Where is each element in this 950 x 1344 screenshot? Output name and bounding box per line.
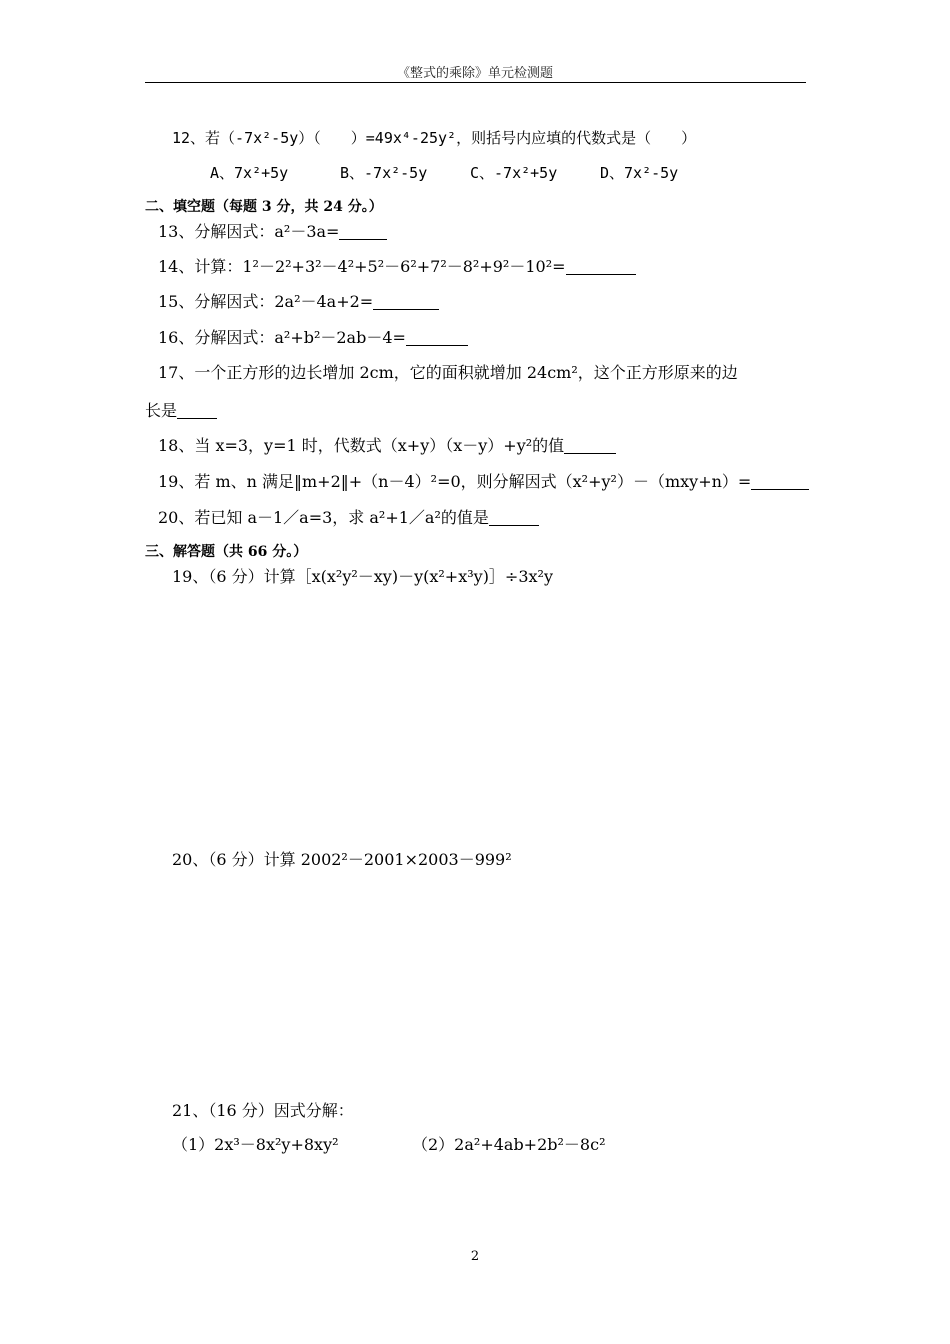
question-13-text: 13、分解因式：a²－3a= (158, 222, 340, 241)
question-21-solve: 21、（16 分）因式分解： (172, 1101, 354, 1120)
q12-option-a: A、7x²+5y (210, 164, 289, 182)
question-17-text: 长是 (145, 401, 178, 420)
answer-blank (177, 402, 217, 419)
question-19-fill (158, 472, 809, 492)
header-rule (145, 82, 806, 83)
q12-option-b: B、-7x²-5y (340, 164, 428, 182)
question-14-text: 14、计算：1²－2²+3²－4²+5²－6²+7²－8²+9²－10²= (158, 257, 566, 276)
question-20-fill (158, 508, 539, 528)
question-19-solve: 19、（6 分）计算［x(x²y²－xy)－y(x²+x³y)］÷3x²y (172, 567, 553, 586)
answer-blank (564, 437, 616, 454)
q12-option-d: D、7x²-5y (600, 164, 679, 182)
question-20-fill-text: 20、若已知 a－1／a=3，求 a²+1／a²的值是 (158, 508, 489, 527)
question-16 (158, 328, 468, 348)
question-21-part-2: （2）2a²+4ab+2b²－8c² (412, 1135, 606, 1154)
answer-blank (406, 329, 468, 346)
question-20-solve: 20、（6 分）计算 2002²－2001×2003－999² (172, 850, 512, 869)
question-17-line-2 (145, 401, 217, 421)
question-18 (158, 436, 616, 456)
answer-blank (489, 509, 539, 526)
question-14 (158, 257, 636, 277)
question-15 (158, 292, 439, 312)
question-15-text: 15、分解因式：2a²－4a+2= (158, 292, 374, 311)
answer-blank (751, 473, 809, 490)
question-13 (158, 222, 387, 242)
question-17-line-1: 17、一个正方形的边长增加 2cm，它的面积就增加 24cm²，这个正方形原来的边 (158, 363, 738, 382)
answer-blank (566, 258, 636, 275)
section-2-heading: 二、填空题（每题 3 分，共 24 分。） (145, 199, 383, 215)
answer-blank (373, 293, 439, 310)
question-21-part-1: （1）2x³－8x²y+8xy² (172, 1135, 339, 1154)
question-19-fill-text: 19、若 m、n 满足‖m+2‖+（n－4）²=0，则分解因式（x²+y²）－（mxy+n）= (158, 472, 752, 491)
question-18-text: 18、当 x=3，y=1 时，代数式（x+y）（x－y）+y²的值 (158, 436, 565, 455)
section-3-heading: 三、解答题（共 66 分。） (145, 544, 308, 560)
answer-blank (339, 223, 387, 240)
q12-option-c: C、-7x²+5y (470, 164, 558, 182)
question-12: 12、若（-7x²-5y）（ ）=49x⁴-25y²，则括号内应填的代数式是（ ） (172, 129, 697, 147)
page-number: 2 (470, 1249, 480, 1264)
question-16-text: 16、分解因式：a²+b²－2ab－4= (158, 328, 406, 347)
page-header-title: 《整式的乘除》单元检测题 (396, 66, 553, 81)
